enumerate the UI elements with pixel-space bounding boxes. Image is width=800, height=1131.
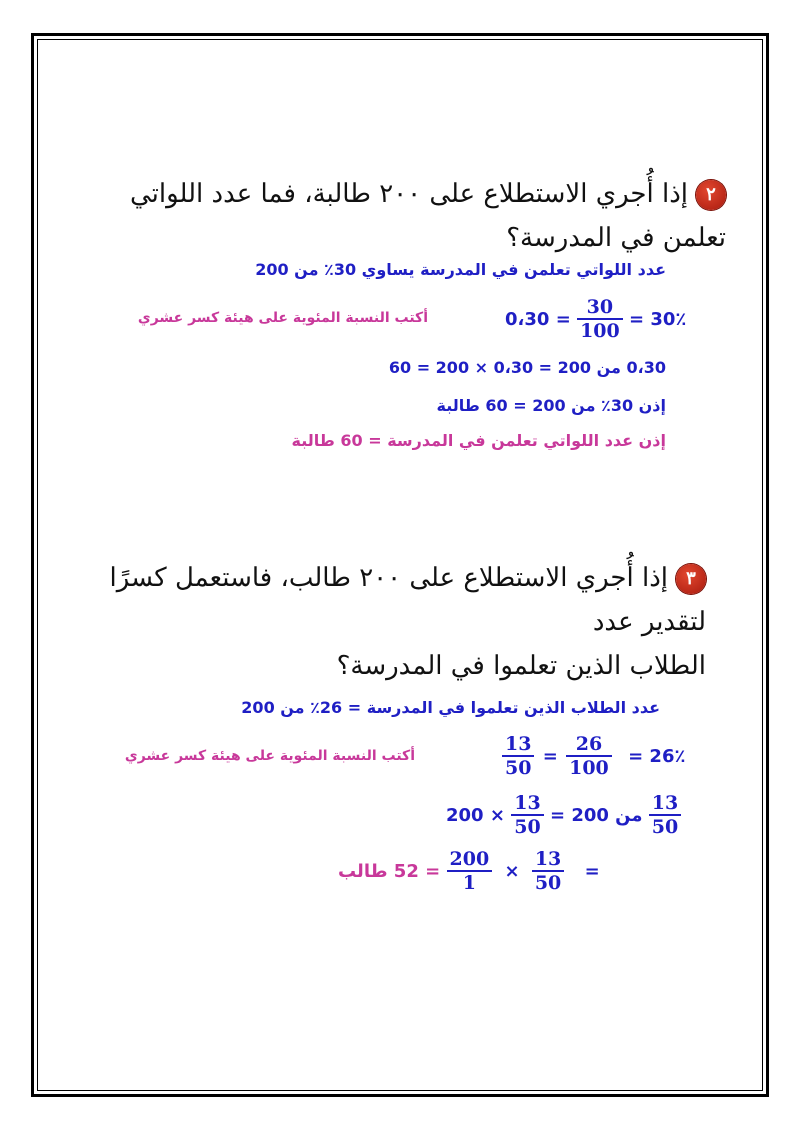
q3-l4-result: = 52 طالب bbox=[338, 860, 441, 882]
fraction-denominator: 1 bbox=[462, 872, 476, 894]
fraction-denominator: 50 bbox=[651, 816, 679, 838]
question-number-badge: ٣ bbox=[676, 564, 706, 594]
question-2-heading bbox=[86, 172, 726, 260]
q3-l3-fraction-2 bbox=[511, 792, 543, 838]
q2-answer-line-3: 0،30 من 200 = 0،30 × 200 = 60 bbox=[388, 358, 666, 377]
fraction-denominator: 100 bbox=[569, 757, 609, 779]
q2-answer-line-1: عدد اللواتي تعلمن في المدرسة يساوي 30٪ من 200 bbox=[255, 260, 666, 279]
equals-sign: = bbox=[584, 860, 600, 882]
fraction-denominator: 50 bbox=[534, 872, 562, 894]
fraction-denominator: 50 bbox=[505, 757, 532, 779]
fraction-numerator: 13 bbox=[649, 792, 681, 816]
fraction-denominator: 50 bbox=[514, 816, 541, 838]
fraction-numerator: 13 bbox=[532, 848, 564, 872]
q3-fraction-hundred bbox=[566, 733, 612, 779]
q2-fraction-numerator: 30 bbox=[577, 296, 623, 320]
fraction-numerator: 13 bbox=[502, 733, 534, 757]
q3-percent: 26٪ = bbox=[628, 745, 686, 767]
question-2-text: إذا أُجري الاستطلاع على ٢٠٠ طالبة، فما عدد اللواتي تعلمن في المدرسة؟ bbox=[129, 179, 726, 253]
q2-answer-line-4: إذن 30٪ من 200 = 60 طالبة bbox=[436, 396, 666, 415]
q3-note: أكتب النسبة المئوية على هيئة كسر عشري bbox=[124, 748, 415, 764]
q3-answer-line-1: عدد الطلاب الذين تعلموا في المدرسة = 26٪ من 200 bbox=[241, 698, 660, 717]
question-3-line-1 bbox=[86, 556, 706, 644]
question-3-heading bbox=[86, 556, 706, 688]
question-3-text-1: إذا أُجري الاستطلاع على ٢٠٠ طالب، فاستعمل كسرًا لتقدير عدد bbox=[109, 563, 706, 637]
q3-l3-text2: × 200 bbox=[446, 804, 505, 826]
question-3-text-2: الطلاب الذين تعلموا في المدرسة؟ bbox=[336, 651, 706, 681]
times-sign: × bbox=[504, 860, 520, 882]
q3-fraction-simplified bbox=[502, 733, 534, 779]
q2-fraction bbox=[577, 296, 623, 342]
fraction-numerator: 13 bbox=[511, 792, 543, 816]
q3-equation-line-3 bbox=[446, 792, 681, 838]
equals-sign: = bbox=[542, 745, 558, 767]
q3-l3-fraction-1 bbox=[649, 792, 681, 838]
q2-eq-rhs: = 0،30 bbox=[505, 308, 571, 330]
fraction-numerator: 200 bbox=[447, 848, 493, 872]
q2-answer-line-5: إذن عدد اللواتي تعلمن في المدرسة = 60 طالبة bbox=[291, 431, 666, 450]
q2-eq-lhs: 30٪ = bbox=[629, 308, 687, 330]
question-number-badge: ٢ bbox=[696, 180, 726, 210]
q3-equation-fractions bbox=[502, 733, 685, 779]
q2-fraction-denominator: 100 bbox=[580, 320, 620, 342]
q3-l4-fraction-200 bbox=[447, 848, 493, 894]
q2-note: أكتب النسبة المئوية على هيئة كسر عشري bbox=[137, 310, 428, 326]
fraction-numerator: 26 bbox=[566, 733, 612, 757]
q3-equation-line-4 bbox=[338, 848, 600, 894]
q2-equation-fraction bbox=[505, 296, 686, 342]
q3-l4-fraction-13-50 bbox=[532, 848, 564, 894]
q3-l3-text1: من 200 = bbox=[549, 804, 643, 826]
